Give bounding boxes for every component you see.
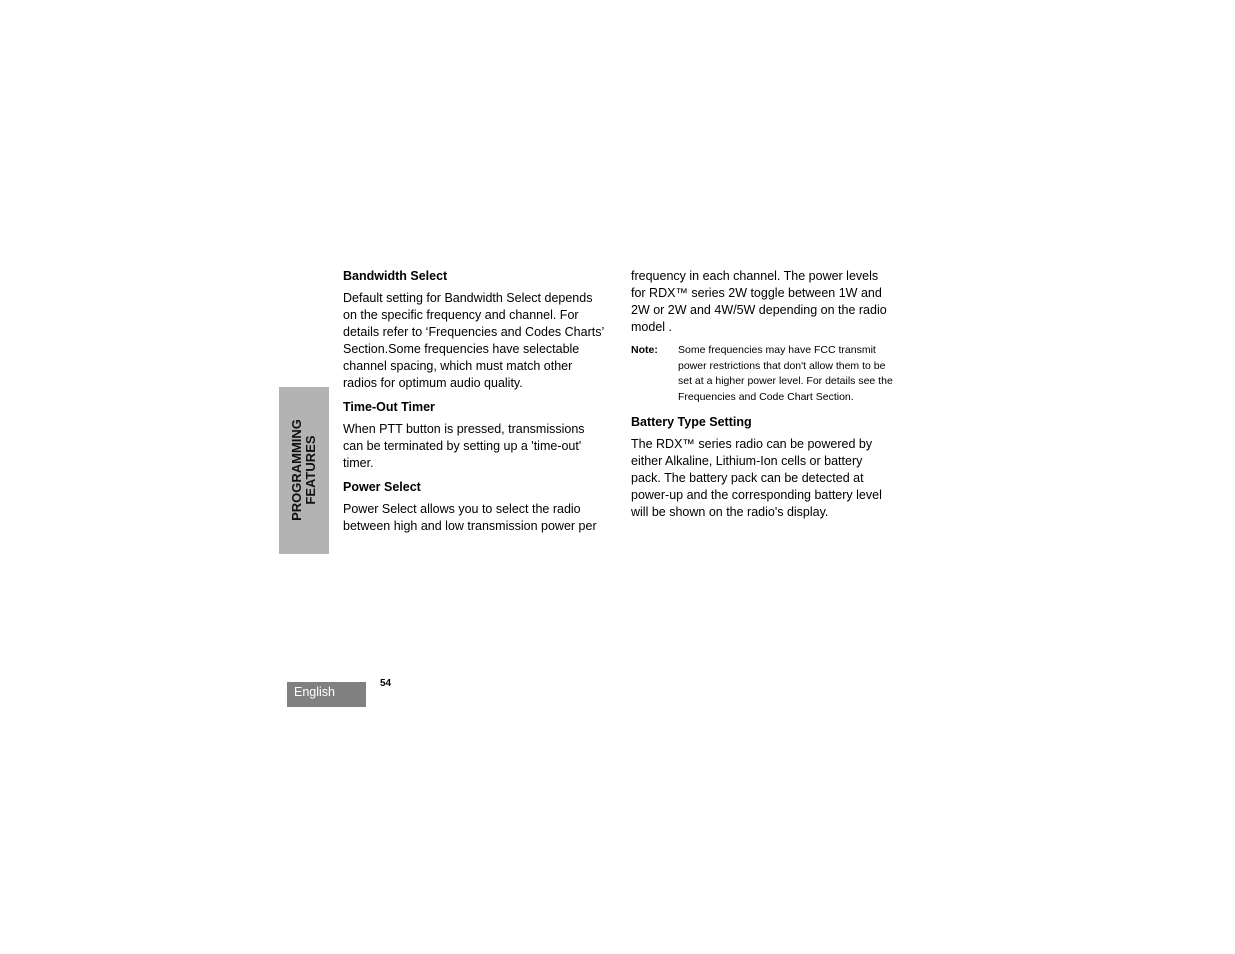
section-side-tab: [279, 387, 329, 554]
note-label: Note:: [631, 344, 658, 356]
left-column: [343, 268, 605, 542]
right-column: [631, 268, 893, 528]
section-tab-label: [290, 390, 318, 550]
page-number: 54: [380, 678, 392, 689]
note-text: Some frequencies may have FCC transmit power restrictions that don't allow them to be set at a higher power level. For details see the Frequencies and Code Chart Section.: [678, 344, 893, 404]
power-select-text-continued: frequency in each channel. The power levels for RDX™ series 2W toggle between 1W and 2W or 2W and 4W/5W depending on the radio model .: [631, 269, 887, 334]
bandwidth-select-text: Default setting for Bandwidth Select depends on the specific frequency and channel. For details refer to ‘Frequencies and Codes Charts’ Section.Some frequencies have selectable channel spacing, which must match other radios for optimum audio quality.: [343, 291, 604, 390]
fcc-note: [631, 343, 893, 406]
battery-type-heading: Battery Type Setting: [631, 414, 752, 429]
time-out-timer-heading: Time-Out Timer: [343, 400, 435, 414]
power-select-text: Power Select allows you to select the radio between high and low transmission power per: [343, 502, 597, 533]
time-out-timer-text: When PTT button is pressed, transmissions can be terminated by setting up a 'time-out' timer.: [343, 422, 585, 470]
battery-type-text: The RDX™ series radio can be powered by either Alkaline, Lithium-Ion cells or battery pack. The battery pack can be detected at power-up and the corresponding battery level will be shown on the radio's display.: [631, 436, 882, 519]
language-label: English: [287, 682, 366, 707]
power-select-heading: Power Select: [343, 480, 421, 494]
section-tab-line-1: PROGRAMMING: [289, 419, 304, 521]
section-tab-line-2: FEATURES: [303, 435, 318, 505]
bandwidth-select-heading: Bandwidth Select: [343, 269, 448, 283]
